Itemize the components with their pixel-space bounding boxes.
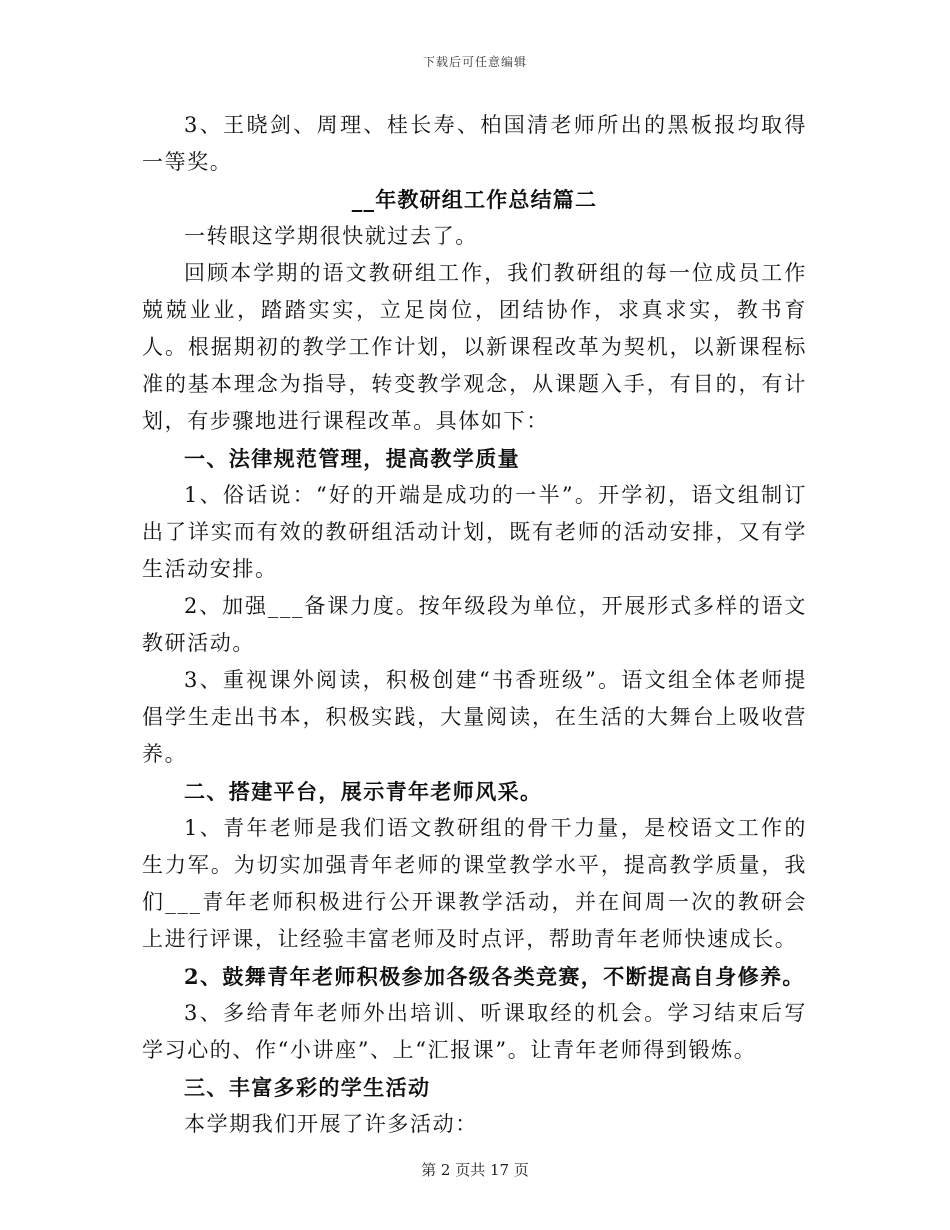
paragraph-review: 回顾本学期的语文教研组工作，我们教研组的每一位成员工作兢兢业业，踏踏实实，立足岗位，团结协作，求真求实，教书育人。根据期初的教学工作计划，以新课程改革为契机，以新课程标准的基本理念为指导，转变教学观念，从课题入手，有目的，有计划，有步骤地进行课程改革。具体如下： [142,261,807,433]
page-footer: 第 2 页共 17 页 [421,1161,529,1179]
page-header: 下载后可任意编辑 [422,55,527,69]
heading-platform: 二、搭建平台，展示青年老师风采。 [184,779,543,804]
document-body [142,107,807,1143]
paragraph-activities: 本学期我们开展了许多活动： [184,1112,478,1136]
heading-student-activities: 三、丰富多彩的学生活动 [184,1075,431,1100]
paragraph-reading: 3、重视课外阅读，积极创建“书香班级”。语文组全体老师提倡学生走出书本，积极实践，大量阅读，在生活的大舞台上吸收营养。 [142,668,807,766]
heading-competitions: 2、鼓舞青年老师积极参加各级各类竞赛，不断提高自身修养。 [184,964,805,989]
section-title: __年教研组工作总结篇二 [351,187,598,212]
heading-management: 一、法律规范管理，提高教学质量 [184,446,520,471]
paragraph-young-teachers: 1、青年老师是我们语文教研组的骨干力量，是校语文工作的生力军。为切实加强青年老师的课堂教学水平，提高教学质量，我们___青年老师积极进行公开课教学活动，并在间周一次的教研会上进行评课，让经验丰富老师及时点评，帮助青年老师快速成长。 [142,816,807,951]
paragraph-intro: 一转眼这学期很快就过去了。 [184,224,478,248]
paragraph-training: 3、多给青年老师外出培训、听课取经的机会。学习结束后写学习心的、作“小讲座”、上“汇报课”。让青年老师得到锻炼。 [142,1001,807,1062]
paragraph-lesson-prep: 2、加强___备课力度。按年级段为单位，开展形式多样的语文教研活动。 [142,594,807,655]
paragraph-award: 3、王晓剑、周理、桂长寿、柏国清老师所出的黑板报均取得一等奖。 [142,113,807,174]
paragraph-plan: 1、俗话说：“好的开端是成功的一半”。开学初，语文组制订出了详实而有效的教研组活动计划，既有老师的活动安排，又有学生活动安排。 [142,483,807,581]
